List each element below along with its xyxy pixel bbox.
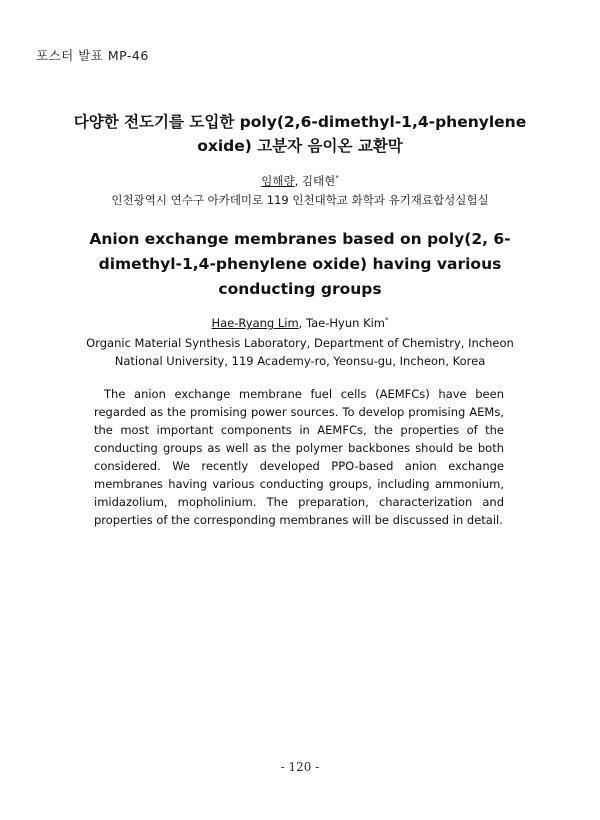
english-coauthor-name: Tae-Hyun Kim <box>305 316 386 330</box>
korean-presenter-name: 임해량 <box>261 174 295 188</box>
korean-affiliation: 인천광역시 연수구 아카데미로 119 인천대학교 화학과 유기재료합성실험실 <box>111 193 489 207</box>
session-label: 포스터 발표 MP-46 <box>36 48 149 63</box>
page-number: - 120 - <box>280 760 320 774</box>
english-authors <box>0 315 600 331</box>
abstract-paragraph: The anion exchange membrane fuel cells (AEMFCs) have been regarded as the promising power sources. To develop promising AEMs, the most important components in AEMFCs, the properties of the conducting groups as well as the polymer backbones should be both considered. We recently developed PPO-based anion exchange membranes having various conducting groups, including ammonium, imidazolium, mopholinium. The preparation, characterization and properties of the corresponding membranes will be discussed in detail. <box>94 387 504 527</box>
korean-authors <box>0 173 600 189</box>
english-presenter-name: Hae-Ryang Lim <box>211 316 299 330</box>
korean-corresponding-mark: * <box>335 174 339 183</box>
korean-title: 다양한 전도기를 도입한 poly(2,6-dimethyl-1,4-phenylene oxide) 고분자 음이온 교환막 <box>73 113 527 155</box>
english-title: Anion exchange membranes based on poly(2, 6-dimethyl-1,4-phenylene oxide) having various conducting groups <box>89 230 511 298</box>
english-corresponding-mark: * <box>385 316 389 325</box>
english-affiliation: Organic Material Synthesis Laboratory, Department of Chemistry, Incheon National University, 119 Academy-ro, Yeonsu-gu, Incheon, Korea <box>86 336 514 368</box>
korean-author-separator: , <box>294 174 302 188</box>
korean-coauthor-name: 김태현 <box>301 174 336 188</box>
english-author-separator: , <box>298 316 306 330</box>
